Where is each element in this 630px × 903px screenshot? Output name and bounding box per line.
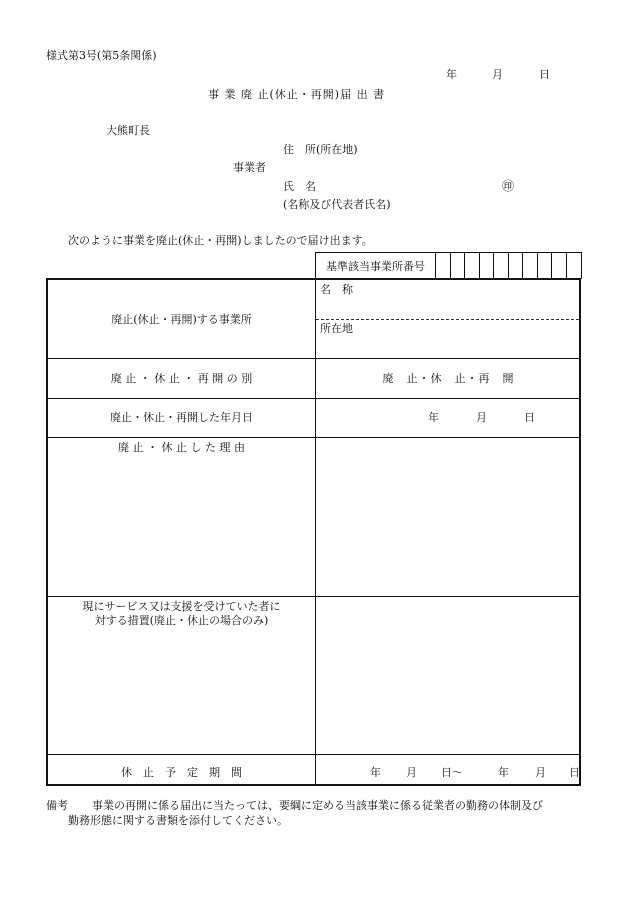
applicant-address-label: 住 所(所在地) — [283, 143, 358, 156]
period-day-start: 日〜 — [441, 766, 463, 779]
date-label: 廃止・休止・再開した年月日 — [110, 411, 253, 424]
measures-label-line1: 現にサービス又は支援を受けていた者に — [82, 600, 281, 613]
code-cell[interactable] — [450, 253, 451, 279]
code-cell[interactable] — [493, 253, 494, 279]
header-date-year: 年 — [446, 68, 457, 81]
header-date-day: 日 — [539, 68, 550, 81]
facility-address-label: 所在地 — [320, 322, 353, 335]
type-value[interactable]: 廃 止・休 止・再 開 — [382, 372, 515, 385]
facility-name-label: 名 称 — [320, 283, 353, 296]
note-line1: 事業の再開に係る届出に当たっては、要綱に定める当該事業に係る従業者の勤務の体制及び — [92, 799, 543, 812]
business-code-box — [315, 252, 582, 279]
reason-label: 廃 止 ・ 休 止 し た 理 由 — [118, 441, 245, 454]
applicant-label: 事業者 — [233, 161, 266, 174]
code-cell[interactable] — [508, 253, 509, 279]
business-code-label: 基準該当事業所番号 — [316, 253, 436, 279]
addressee: 大熊町長 — [106, 124, 150, 137]
document-title: 事 業 廃 止(休止・再開)届 出 書 — [208, 88, 386, 101]
code-cell[interactable] — [522, 253, 523, 279]
date-month: 月 — [476, 411, 487, 424]
facility-label: 廃止(休止・再開)する事業所 — [111, 313, 252, 326]
applicant-name-note: (名称及び代表者氏名) — [283, 198, 391, 211]
code-cell[interactable] — [551, 253, 552, 279]
applicant-name-label: 氏 名 — [283, 180, 316, 193]
code-cell[interactable] — [537, 253, 538, 279]
code-cell[interactable] — [566, 253, 567, 279]
reason-field[interactable] — [316, 438, 581, 595]
note-label: 備考 — [46, 799, 68, 812]
period-month-end: 月 — [535, 766, 546, 779]
form-table — [46, 278, 581, 786]
date-day: 日 — [524, 411, 535, 424]
period-year-start: 年 — [370, 766, 381, 779]
intro-text: 次のように事業を廃止(休止・再開)しましたので届け出ます。 — [68, 234, 373, 247]
seal-mark: ㊞ — [502, 179, 515, 193]
date-year: 年 — [428, 411, 439, 424]
measures-field[interactable] — [316, 597, 581, 753]
measures-label-line2: 対する措置(廃止・休止の場合のみ) — [94, 614, 269, 627]
period-month-start: 月 — [406, 766, 417, 779]
type-label: 廃 止 ・ 休 止 ・ 再 開 の 別 — [110, 372, 253, 385]
period-day-end: 日 — [569, 766, 580, 779]
period-label: 休 止 予 定 期 間 — [121, 766, 242, 779]
header-date-month: 月 — [492, 68, 503, 81]
code-cell[interactable] — [464, 253, 465, 279]
period-year-end: 年 — [498, 766, 509, 779]
code-cell[interactable] — [479, 253, 480, 279]
form-number: 様式第3号(第5条関係) — [46, 49, 157, 62]
note-line2: 勤務形態に関する書類を添付してください。 — [68, 814, 288, 827]
